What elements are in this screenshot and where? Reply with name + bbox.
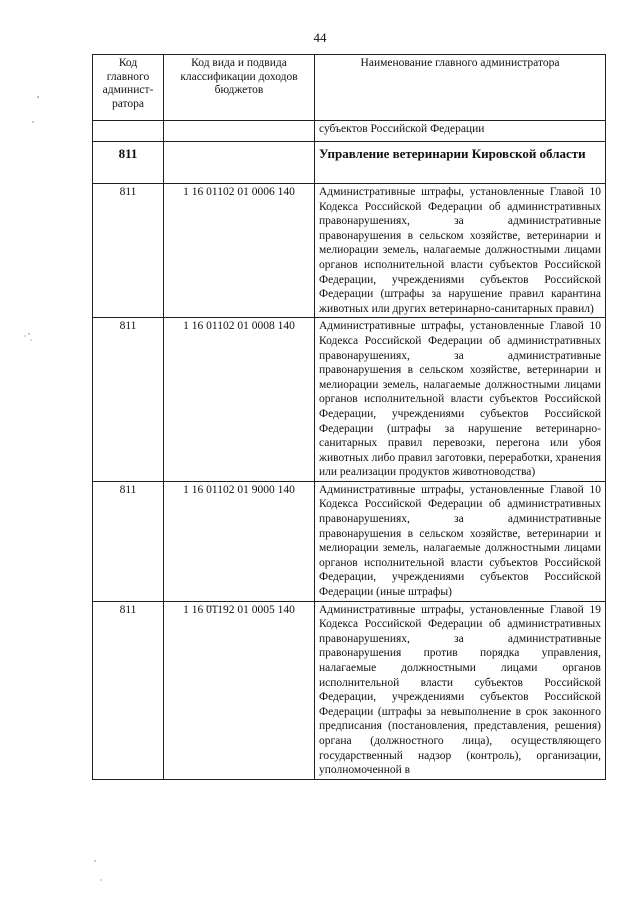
table-row xyxy=(93,184,606,318)
header-administrator-name: Наименование главного администратора xyxy=(315,55,606,121)
header-income-code: Код вида и подвида классификации доходов бюджетов xyxy=(164,55,315,121)
income-code-cell: 1 16 01102 01 0008 140 xyxy=(164,318,315,482)
table-row xyxy=(93,318,606,482)
table-header-row xyxy=(93,55,606,121)
income-code-cell: 1 16 01192 01 0005 140 xyxy=(164,601,315,779)
table-row xyxy=(93,481,606,601)
table-row xyxy=(93,601,606,779)
income-code-cell: 1 16 01102 01 0006 140 xyxy=(164,184,315,318)
header-admin-code: Код главного админист-ратора xyxy=(93,55,164,121)
description-cell: Административные штрафы, установленные Главой 10 Кодекса Российской Федерации об административных правонарушениях, за административные правонарушения в сельском хозяйстве, ветеринарии и мелиорации земель, налагаемые должностными лицами органов исполнительной власти субъектов Российской Федерации, учреждениями субъектов Российской Федерации (штрафы за нарушение ветеринарно-санитарных правил перевозки, перегона или убоя животных либо правил заготовки, переработки, хранения или реализации продуктов животноводства) xyxy=(315,318,606,482)
admin-code-cell: 811 xyxy=(93,184,164,318)
income-code-cell: 1 16 01102 01 9000 140 xyxy=(164,481,315,601)
admin-code-cell: 811 xyxy=(93,318,164,482)
description-cell: Административные штрафы, установленные Главой 19 Кодекса Российской Федерации об административных правонарушениях, за административные правонарушения против порядка управления, налагаемые должностными лицами органов исполнительной власти субъектов Российской Федерации, учреждениями субъектов Российской Федерации (штрафы за невыполнение в срок законного предписания (постановления, представления, решения) органа (должностного лица), осуществляющего государственный надзор (контроль), организации, уполномоченной в xyxy=(315,601,606,779)
department-row xyxy=(93,142,606,184)
department-code: 811 xyxy=(93,142,164,184)
continuation-row xyxy=(93,121,606,142)
income-administrators-table xyxy=(92,54,606,780)
continuation-text: субъектов Российской Федерации xyxy=(315,121,606,142)
description-cell: Административные штрафы, установленные Главой 10 Кодекса Российской Федерации об административных правонарушениях, за административные правонарушения в сельском хозяйстве, ветеринарии и мелиорации земель, налагаемые должностными лицами органов исполнительной власти субъектов Российской Федерации, учреждениями субъектов Российской Федерации (иные штрафы) xyxy=(315,481,606,601)
admin-code-cell: 811 xyxy=(93,601,164,779)
page-number: 44 xyxy=(313,30,327,45)
admin-code-cell: 811 xyxy=(93,481,164,601)
department-name: Управление ветеринарии Кировской области xyxy=(315,142,606,184)
description-cell: Административные штрафы, установленные Главой 10 Кодекса Российской Федерации об административных правонарушениях, за административные правонарушения в сельском хозяйстве, ветеринарии и мелиорации земель, налагаемые должностными лицами органов исполнительной власти субъектов Российской Федерации, учреждениями субъектов Российской Федерации (штрафы за нарушение правил карантина животных или других ветеринарно-санитарных правил) xyxy=(315,184,606,318)
